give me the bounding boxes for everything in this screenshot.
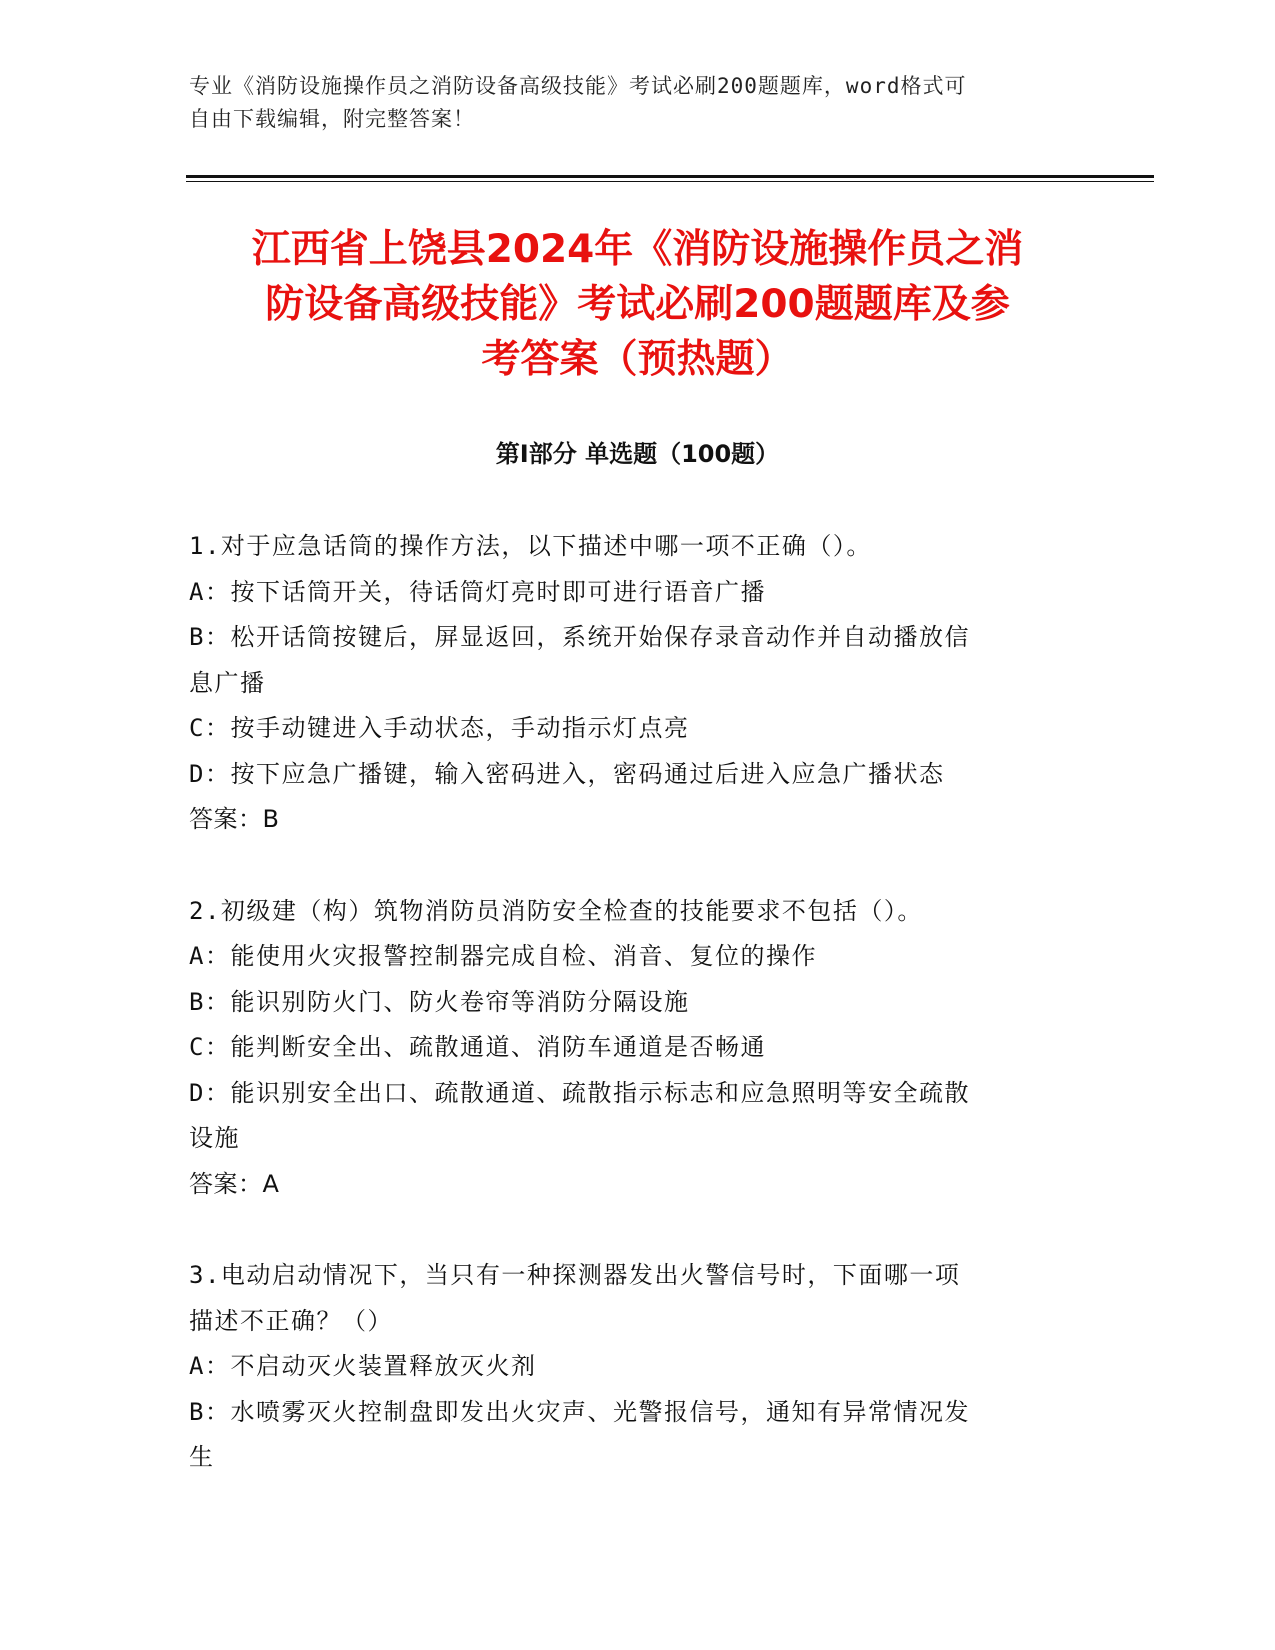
header-note — [189, 70, 1089, 136]
section-title: 第Ⅰ部分 单选题（100题） — [495, 440, 780, 468]
option-a: A：不启动灭火装置释放灭火剂 — [189, 1352, 537, 1380]
header-divider-thin — [186, 181, 1154, 182]
question-stem: 3.电动启动情况下，当只有一种探测器发出火警信号时，下面哪一项 — [189, 1261, 961, 1289]
question-1 — [189, 524, 1089, 843]
option-b-continued: 生 — [189, 1443, 215, 1471]
option-d: D：按下应急广播键，输入密码进入，密码通过后进入应急广播状态 — [189, 759, 945, 788]
question-stem: 2.初级建（构）筑物消防员消防安全检查的技能要求不包括（）。 — [189, 896, 923, 925]
header-note-line: 自由下载编辑，附完整答案！ — [189, 107, 475, 131]
option-a: A：按下话筒开关，待话筒灯亮时即可进行语音广播 — [189, 577, 766, 606]
question-3 — [189, 1253, 1089, 1481]
option-c: C：能判断安全出、疏散通道、消防车通道是否畅通 — [189, 1033, 766, 1061]
option-c: C：按手动键进入手动状态，手动指示灯点亮 — [189, 714, 690, 742]
answer: 答案：A — [189, 1169, 280, 1198]
option-b: B：水喷雾灭火控制盘即发出火灾声、光警报信号，通知有异常情况发 — [189, 1397, 970, 1426]
header-note-line: 专业《消防设施操作员之消防设备高级技能》考试必刷200题题库，word格式可 — [189, 74, 967, 98]
question-2 — [189, 889, 1089, 1208]
question-spacer — [189, 1207, 1089, 1253]
option-b: B：能识别防火门、防火卷帘等消防分隔设施 — [189, 987, 690, 1016]
option-d-continued: 设施 — [189, 1124, 240, 1152]
document-title-line: 江西省上饶县2024年《消防设施操作员之消 — [251, 227, 1024, 272]
document-title — [160, 222, 1115, 387]
header-divider-thick — [186, 175, 1154, 178]
option-b-continued: 息广播 — [189, 668, 266, 697]
document-title-line: 考答案（预热题） — [481, 337, 794, 382]
question-stem-continued: 描述不正确？（） — [189, 1306, 393, 1335]
option-b: B：松开话筒按键后，屏显返回，系统开始保存录音动作并自动播放信 — [189, 623, 970, 651]
question-stem: 1.对于应急话筒的操作方法，以下描述中哪一项不正确（）。 — [189, 532, 872, 560]
option-d: D：能识别安全出口、疏散通道、疏散指示标志和应急照明等安全疏散 — [189, 1078, 970, 1107]
question-spacer — [189, 843, 1089, 889]
option-a: A：能使用火灾报警控制器完成自检、消音、复位的操作 — [189, 942, 817, 970]
question-list — [189, 524, 1089, 1481]
document-title-line: 防设备高级技能》考试必刷200题题库及参 — [265, 282, 1010, 327]
answer: 答案：B — [189, 805, 280, 833]
